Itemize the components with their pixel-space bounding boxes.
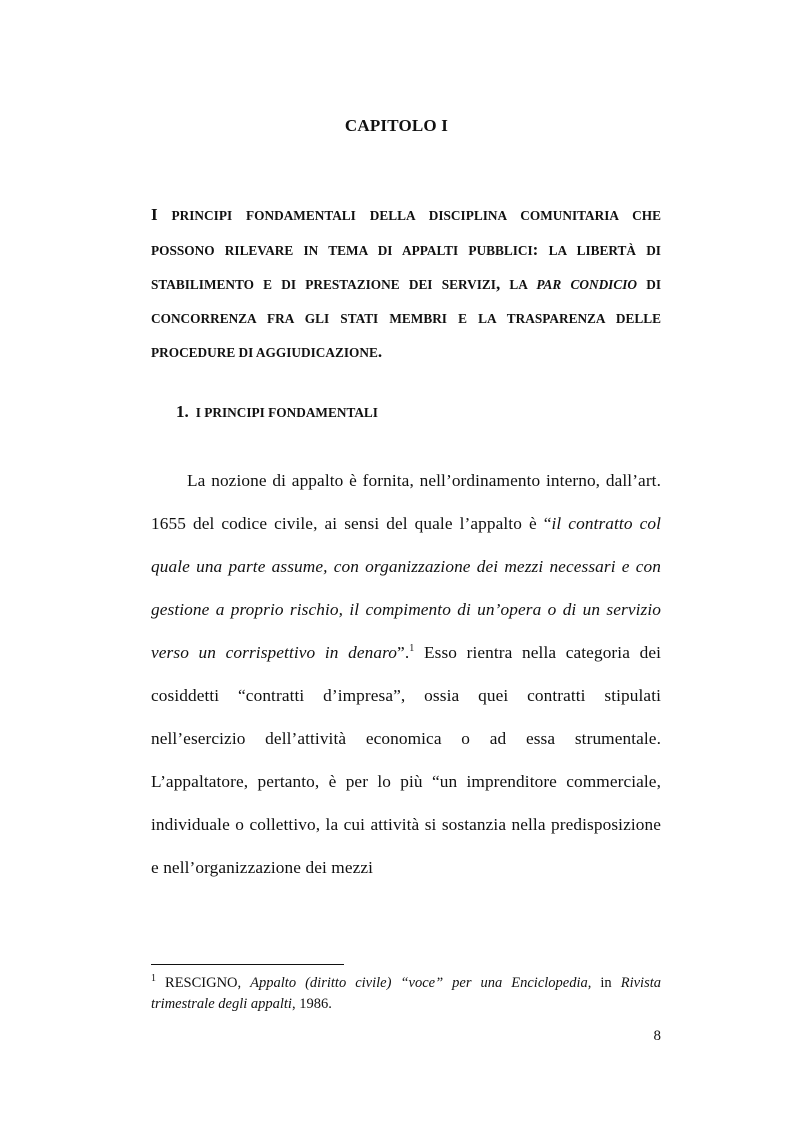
subtitle-part-1: PRINCIPI FONDAMENTALI DELLA DISCIPLINA COMUNITARIA CHE POSSONO RILEVARE IN TEMA DI APPALTI PUBBLICI	[151, 208, 661, 258]
subtitle-par-condicio: PAR CONDICIO	[536, 277, 637, 292]
subtitle-period: .	[377, 342, 383, 361]
footnote-reference[interactable]: 1	[409, 643, 415, 655]
footnote-in: , in	[587, 974, 621, 991]
footnote-marker: 1	[151, 973, 156, 984]
subtitle-part-4: DI CONCORRENZA FRA GLI STATI MEMBRI E LA TRASPARENZA DELLE PROCEDURE DI AGGIUDICAZIONE	[151, 277, 662, 360]
footnote-journal: Rivista trimestrale degli appalti	[151, 974, 661, 1012]
body-quote: il contratto col quale una parte assume, con organizzazione dei mezzi necessari e con gestione a proprio rischio, il compimento di un’opera o di un servizio verso un corrispettivo in denaro	[151, 514, 661, 662]
footnote-divider	[151, 964, 344, 965]
subtitle-part-3: LA	[500, 277, 537, 292]
body-text-2: ”.	[397, 643, 410, 662]
footnote	[151, 968, 661, 1015]
subtitle-initial: I	[151, 205, 158, 224]
footnote-year: , 1986.	[291, 995, 332, 1012]
body-paragraph	[151, 459, 661, 889]
body-text-1: La nozione di appalto è fornita, nell’ordinamento interno, dall’art. 1655 del codice civile, ai sensi del quale l’appalto è “	[151, 471, 661, 533]
chapter-subtitle	[151, 198, 661, 370]
section-title: I PRINCIPI FONDAMENTALI	[195, 405, 378, 420]
footnote-author: RESCIGNO,	[156, 974, 251, 991]
body-text-3: Esso rientra nella categoria dei cosiddetti “contratti d’impresa”, ossia quei contratti stipulati nell’esercizio dell’attività economica o ad essa strumentale. L’appaltatore, pertanto, è per lo più “un imprenditore commerciale, individuale o collettivo, la cui attività si sostanzia nella predisposizione e nell’organizzazione dei mezzi	[151, 643, 661, 877]
section-heading	[176, 402, 378, 422]
subtitle-colon: :	[532, 239, 539, 259]
footnote-work: Appalto (diritto civile) “voce” per una Enciclopedia	[250, 974, 588, 991]
chapter-title: CAPITOLO I	[344, 116, 449, 135]
section-number: 1.	[176, 402, 189, 421]
subtitle-comma: ,	[495, 274, 501, 293]
page-number: 8	[653, 1028, 661, 1044]
subtitle-part-2: LA LIBERTÀ DI STABILIMENTO E DI PRESTAZIONE DEI SERVIZI	[151, 242, 661, 292]
